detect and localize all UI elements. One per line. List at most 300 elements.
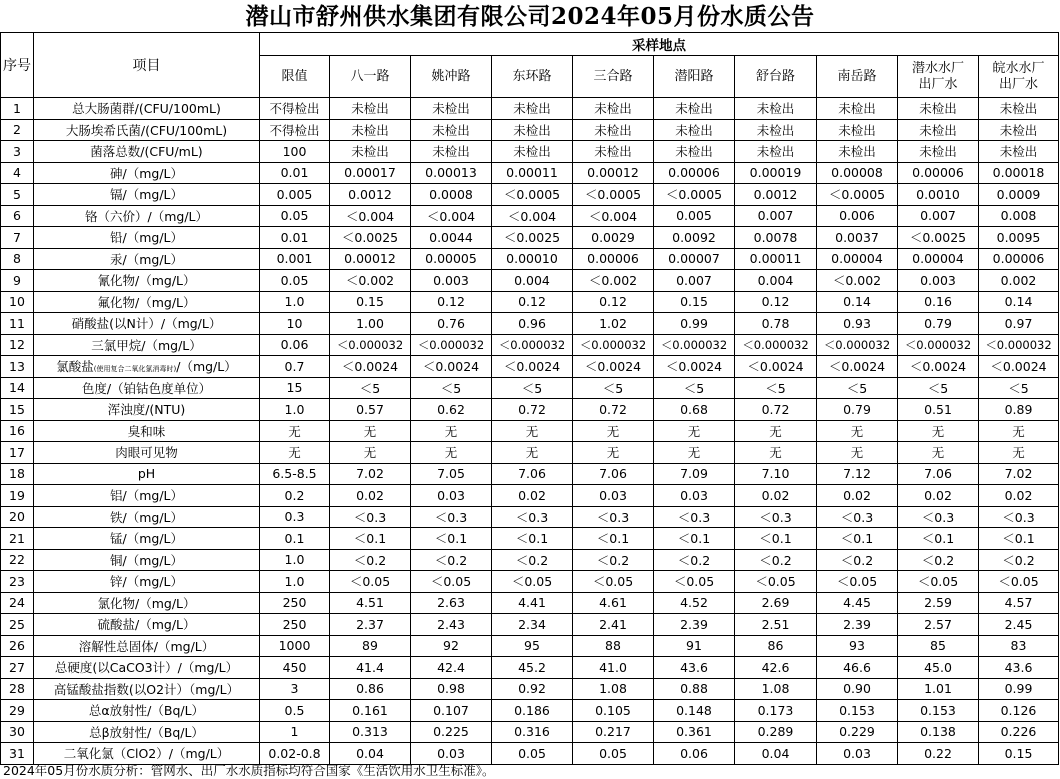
- site-header: 潜阳路: [654, 56, 735, 98]
- limit-value: 250: [260, 614, 330, 636]
- table-row: [1, 420, 1059, 442]
- item-name: 铅/（mg/L）: [34, 227, 260, 249]
- table-row: [1, 291, 1059, 313]
- measured-value: 无: [735, 420, 817, 442]
- row-number: 29: [1, 700, 34, 722]
- measured-value: 0.89: [979, 399, 1059, 421]
- measured-value: 0.00012: [573, 162, 654, 184]
- measured-value: 2.39: [817, 614, 898, 636]
- measured-value: 43.6: [654, 657, 735, 679]
- measured-value: 0.153: [898, 700, 979, 722]
- table-row: [1, 399, 1059, 421]
- row-number: 8: [1, 248, 34, 270]
- measured-value: ＜0.3: [979, 506, 1059, 528]
- measured-value: 无: [492, 420, 573, 442]
- measured-value: ＜0.000032: [735, 334, 817, 356]
- measured-value: 7.10: [735, 463, 817, 485]
- measured-value: 0.78: [735, 313, 817, 335]
- measured-value: 未检出: [330, 141, 411, 163]
- measured-value: 0.05: [492, 743, 573, 765]
- measured-value: 4.41: [492, 592, 573, 614]
- measured-value: 0.79: [817, 399, 898, 421]
- table-row: [1, 549, 1059, 571]
- measured-value: 0.93: [817, 313, 898, 335]
- limit-value: 1: [260, 721, 330, 743]
- measured-value: ＜5: [654, 377, 735, 399]
- measured-value: ＜0.3: [492, 506, 573, 528]
- measured-value: ＜0.1: [898, 528, 979, 550]
- row-number: 26: [1, 635, 34, 657]
- measured-value: 0.313: [330, 721, 411, 743]
- table-row: [1, 463, 1059, 485]
- measured-value: 7.06: [898, 463, 979, 485]
- site-header: 南岳路: [817, 56, 898, 98]
- table-row: [1, 119, 1059, 141]
- item-name: 氯化物/（mg/L）: [34, 592, 260, 614]
- measured-value: ＜0.002: [817, 270, 898, 292]
- measured-value: 0.00006: [898, 162, 979, 184]
- plant-water-type: 出厂水: [918, 76, 958, 92]
- table-row: [1, 592, 1059, 614]
- measured-value: 0.229: [817, 721, 898, 743]
- item-header: 项目: [34, 33, 260, 98]
- table-row: [1, 205, 1059, 227]
- measured-value: 未检出: [330, 98, 411, 120]
- measured-value: ＜0.3: [735, 506, 817, 528]
- limit-value: 6.5-8.5: [260, 463, 330, 485]
- measured-value: 0.186: [492, 700, 573, 722]
- measured-value: 未检出: [411, 119, 492, 141]
- row-number: 20: [1, 506, 34, 528]
- measured-value: 未检出: [817, 119, 898, 141]
- measured-value: 未检出: [573, 98, 654, 120]
- measured-value: 0.90: [817, 678, 898, 700]
- measured-value: 0.0010: [898, 184, 979, 206]
- measured-value: ＜0.2: [411, 549, 492, 571]
- measured-value: 0.51: [898, 399, 979, 421]
- measured-value: 无: [898, 420, 979, 442]
- measured-value: 0.03: [411, 485, 492, 507]
- measured-value: ＜0.000032: [898, 334, 979, 356]
- measured-value: 0.88: [654, 678, 735, 700]
- row-number: 4: [1, 162, 34, 184]
- measured-value: ＜0.000032: [979, 334, 1059, 356]
- table-row: [1, 485, 1059, 507]
- measured-value: 0.97: [979, 313, 1059, 335]
- measured-value: 未检出: [411, 98, 492, 120]
- row-number: 15: [1, 399, 34, 421]
- measured-value: 0.138: [898, 721, 979, 743]
- row-number: 10: [1, 291, 34, 313]
- site-header: 三合路: [573, 56, 654, 98]
- row-number: 18: [1, 463, 34, 485]
- measured-value: 7.09: [654, 463, 735, 485]
- item-name: 铬（六价）/（mg/L）: [34, 205, 260, 227]
- measured-value: 无: [654, 442, 735, 464]
- limit-value: 1.0: [260, 549, 330, 571]
- limit-value: 0.1: [260, 528, 330, 550]
- measured-value: ＜0.0025: [330, 227, 411, 249]
- measured-value: 2.69: [735, 592, 817, 614]
- measured-value: 46.6: [817, 657, 898, 679]
- measured-value: ＜0.1: [411, 528, 492, 550]
- measured-value: 41.4: [330, 657, 411, 679]
- measured-value: 0.22: [898, 743, 979, 765]
- measured-value: 4.45: [817, 592, 898, 614]
- measured-value: 0.57: [330, 399, 411, 421]
- limit-value: 0.02-0.8: [260, 743, 330, 765]
- measured-value: ＜0.0005: [654, 184, 735, 206]
- measured-value: 0.02: [898, 485, 979, 507]
- measured-value: ＜5: [573, 377, 654, 399]
- measured-value: 未检出: [817, 141, 898, 163]
- measured-value: ＜5: [817, 377, 898, 399]
- row-number: 24: [1, 592, 34, 614]
- limit-value: 100: [260, 141, 330, 163]
- measured-value: 无: [330, 442, 411, 464]
- measured-value: 未检出: [979, 98, 1059, 120]
- measured-value: ＜0.0005: [817, 184, 898, 206]
- measured-value: ＜0.0024: [735, 356, 817, 378]
- item-name: 菌落总数/(CFU/mL): [34, 141, 260, 163]
- row-number: 17: [1, 442, 34, 464]
- item-name: 氟化物/（mg/L）: [34, 291, 260, 313]
- measured-value: 0.03: [654, 485, 735, 507]
- measured-value: ＜0.000032: [492, 334, 573, 356]
- measured-value: 无: [979, 442, 1059, 464]
- limit-value: 250: [260, 592, 330, 614]
- measured-value: ＜0.2: [898, 549, 979, 571]
- measured-value: 未检出: [654, 141, 735, 163]
- measured-value: 2.63: [411, 592, 492, 614]
- row-number: 13: [1, 356, 34, 378]
- measured-value: 0.217: [573, 721, 654, 743]
- row-number: 6: [1, 205, 34, 227]
- measured-value: 2.51: [735, 614, 817, 636]
- item-name: 总α放射性/（Bq/L）: [34, 700, 260, 722]
- measured-value: ＜0.05: [492, 571, 573, 593]
- measured-value: 0.126: [979, 700, 1059, 722]
- measured-value: 0.00011: [492, 162, 573, 184]
- measured-value: ＜0.3: [330, 506, 411, 528]
- measured-value: ＜0.05: [411, 571, 492, 593]
- plant-name: 皖水水厂: [992, 60, 1045, 76]
- item-name: 氰化物/（mg/L）: [34, 270, 260, 292]
- limit-value: 0.05: [260, 205, 330, 227]
- measured-value: 0.72: [573, 399, 654, 421]
- measured-value: 95: [492, 635, 573, 657]
- measured-value: 2.34: [492, 614, 573, 636]
- analysis-footer: 2024年05月份水质分析：管网水、出厂水水质指标均符合国家《生活饮用水卫生标准》。: [3, 763, 495, 778]
- measured-value: ＜0.2: [979, 549, 1059, 571]
- measured-value: 0.316: [492, 721, 573, 743]
- item-name: 铝/（mg/L）: [34, 485, 260, 507]
- measured-value: 0.02: [979, 485, 1059, 507]
- measured-value: 1.02: [573, 313, 654, 335]
- measured-value: ＜0.0024: [979, 356, 1059, 378]
- measured-value: 0.15: [330, 291, 411, 313]
- measured-value: 91: [654, 635, 735, 657]
- measured-value: 2.39: [654, 614, 735, 636]
- measured-value: 0.03: [573, 485, 654, 507]
- measured-value: ＜0.002: [573, 270, 654, 292]
- table-row: [1, 700, 1059, 722]
- measured-value: 42.4: [411, 657, 492, 679]
- row-number: 14: [1, 377, 34, 399]
- item-name-main: 氯酸盐: [56, 359, 94, 375]
- measured-value: 0.79: [898, 313, 979, 335]
- measured-value: 无: [898, 442, 979, 464]
- measured-value: ＜0.000032: [330, 334, 411, 356]
- water-quality-table: [0, 32, 1059, 765]
- measured-value: 0.0012: [330, 184, 411, 206]
- item-name: 总硬度(以CaCO3计）/（mg/L）: [34, 657, 260, 679]
- measured-value: ＜0.000032: [573, 334, 654, 356]
- row-number: 28: [1, 678, 34, 700]
- table-row: [1, 377, 1059, 399]
- table-row: [1, 184, 1059, 206]
- measured-value: ＜0.0005: [573, 184, 654, 206]
- measured-value: ＜0.1: [817, 528, 898, 550]
- limit-value: 1000: [260, 635, 330, 657]
- measured-value: 7.12: [817, 463, 898, 485]
- table-row: [1, 98, 1059, 120]
- item-name: 镉/（mg/L）: [34, 184, 260, 206]
- site-header: 八一路: [330, 56, 411, 98]
- item-name: 砷/（mg/L）: [34, 162, 260, 184]
- measured-value: 0.72: [492, 399, 573, 421]
- measured-value: 无: [735, 442, 817, 464]
- item-note: (使用复合二氧化氯消毒时): [93, 365, 177, 374]
- item-name: 锌/（mg/L）: [34, 571, 260, 593]
- limit-value: 0.2: [260, 485, 330, 507]
- measured-value: 0.12: [735, 291, 817, 313]
- measured-value: 无: [979, 420, 1059, 442]
- table-row: [1, 571, 1059, 593]
- measured-value: 0.76: [411, 313, 492, 335]
- measured-value: ＜0.05: [654, 571, 735, 593]
- measured-value: 无: [330, 420, 411, 442]
- measured-value: 1.08: [735, 678, 817, 700]
- measured-value: 未检出: [573, 141, 654, 163]
- measured-value: ＜5: [330, 377, 411, 399]
- measured-value: 88: [573, 635, 654, 657]
- measured-value: 0.14: [817, 291, 898, 313]
- measured-value: ＜0.1: [330, 528, 411, 550]
- measured-value: 0.68: [654, 399, 735, 421]
- measured-value: 未检出: [817, 98, 898, 120]
- measured-value: 0.006: [817, 205, 898, 227]
- row-number: 27: [1, 657, 34, 679]
- measured-value: ＜0.2: [654, 549, 735, 571]
- measured-value: 未检出: [492, 119, 573, 141]
- table-row: [1, 506, 1059, 528]
- limit-value: 无: [260, 442, 330, 464]
- measured-value: 0.361: [654, 721, 735, 743]
- measured-value: 45.0: [898, 657, 979, 679]
- row-number: 9: [1, 270, 34, 292]
- measured-value: 4.51: [330, 592, 411, 614]
- measured-value: 未检出: [492, 141, 573, 163]
- measured-value: 0.161: [330, 700, 411, 722]
- table-row: [1, 334, 1059, 356]
- measured-value: ＜0.0025: [492, 227, 573, 249]
- measured-value: 0.0008: [411, 184, 492, 206]
- measured-value: 7.06: [573, 463, 654, 485]
- measured-value: 83: [979, 635, 1059, 657]
- measured-value: 未检出: [898, 98, 979, 120]
- limit-value: 15: [260, 377, 330, 399]
- measured-value: 未检出: [735, 98, 817, 120]
- row-number: 12: [1, 334, 34, 356]
- measured-value: 0.04: [330, 743, 411, 765]
- measured-value: 未检出: [654, 98, 735, 120]
- row-number: 31: [1, 743, 34, 765]
- measured-value: 无: [654, 420, 735, 442]
- measured-value: 0.0029: [573, 227, 654, 249]
- measured-value: 0.00010: [492, 248, 573, 270]
- table-row: [1, 442, 1059, 464]
- measured-value: 未检出: [330, 119, 411, 141]
- limit-value: 0.001: [260, 248, 330, 270]
- measured-value: 4.57: [979, 592, 1059, 614]
- measured-value: 未检出: [898, 119, 979, 141]
- measured-value: 93: [817, 635, 898, 657]
- measured-value: ＜0.000032: [817, 334, 898, 356]
- measured-value: 0.14: [979, 291, 1059, 313]
- measured-value: 未检出: [898, 141, 979, 163]
- item-name: 浑浊度/(NTU): [34, 399, 260, 421]
- measured-value: 0.02: [817, 485, 898, 507]
- table-row: [1, 678, 1059, 700]
- plant-water-type: 出厂水: [998, 76, 1038, 92]
- measured-value: ＜0.3: [573, 506, 654, 528]
- row-number: 7: [1, 227, 34, 249]
- row-number: 25: [1, 614, 34, 636]
- measured-value: 0.03: [411, 743, 492, 765]
- measured-value: 0.00006: [573, 248, 654, 270]
- plant-header: [898, 56, 979, 98]
- item-name: 高锰酸盐指数(以O2计）（mg/L）: [34, 678, 260, 700]
- measured-value: 无: [411, 420, 492, 442]
- measured-value: 86: [735, 635, 817, 657]
- limit-value: 0.01: [260, 227, 330, 249]
- limit-value: 0.01: [260, 162, 330, 184]
- measured-value: ＜0.3: [817, 506, 898, 528]
- measured-value: ＜0.004: [573, 205, 654, 227]
- measured-value: 0.15: [654, 291, 735, 313]
- measured-value: 0.99: [979, 678, 1059, 700]
- row-number: 22: [1, 549, 34, 571]
- measured-value: ＜0.05: [573, 571, 654, 593]
- measured-value: 0.002: [979, 270, 1059, 292]
- row-number: 2: [1, 119, 34, 141]
- measured-value: 0.00012: [330, 248, 411, 270]
- measured-value: 2.43: [411, 614, 492, 636]
- measured-value: ＜5: [492, 377, 573, 399]
- measured-value: ＜0.0024: [492, 356, 573, 378]
- measured-value: ＜0.1: [492, 528, 573, 550]
- measured-value: ＜5: [411, 377, 492, 399]
- measured-value: 0.00006: [979, 248, 1059, 270]
- measured-value: ＜0.1: [735, 528, 817, 550]
- measured-value: ＜0.004: [330, 205, 411, 227]
- measured-value: ＜0.0005: [492, 184, 573, 206]
- limit-value: 450: [260, 657, 330, 679]
- measured-value: 无: [817, 420, 898, 442]
- measured-value: ＜0.3: [411, 506, 492, 528]
- item-name: 硝酸盐(以N计）/（mg/L）: [34, 313, 260, 335]
- measured-value: 0.0009: [979, 184, 1059, 206]
- measured-value: 0.004: [735, 270, 817, 292]
- table-row: [1, 313, 1059, 335]
- measured-value: 42.6: [735, 657, 817, 679]
- measured-value: 7.06: [492, 463, 573, 485]
- measured-value: 0.004: [492, 270, 573, 292]
- limit-value: 0.7: [260, 356, 330, 378]
- site-header: 舒台路: [735, 56, 817, 98]
- measured-value: 2.45: [979, 614, 1059, 636]
- measured-value: 4.61: [573, 592, 654, 614]
- measured-value: 未检出: [573, 119, 654, 141]
- measured-value: ＜0.000032: [654, 334, 735, 356]
- limit-value: 0.005: [260, 184, 330, 206]
- measured-value: 7.05: [411, 463, 492, 485]
- row-number: 21: [1, 528, 34, 550]
- limit-value: 0.5: [260, 700, 330, 722]
- measured-value: 0.153: [817, 700, 898, 722]
- limit-value: 0.05: [260, 270, 330, 292]
- measured-value: 0.00019: [735, 162, 817, 184]
- table-row: [1, 721, 1059, 743]
- measured-value: ＜0.000032: [411, 334, 492, 356]
- measured-value: 41.0: [573, 657, 654, 679]
- item-name: 硫酸盐/（mg/L）: [34, 614, 260, 636]
- measured-value: 0.12: [492, 291, 573, 313]
- measured-value: 0.03: [817, 743, 898, 765]
- measured-value: 0.00004: [898, 248, 979, 270]
- item-name: 大肠埃希氏菌/(CFU/100mL): [34, 119, 260, 141]
- measured-value: 0.173: [735, 700, 817, 722]
- measured-value: 未检出: [979, 141, 1059, 163]
- measured-value: 未检出: [735, 141, 817, 163]
- measured-value: 0.007: [654, 270, 735, 292]
- measured-value: 2.37: [330, 614, 411, 636]
- measured-value: 0.0092: [654, 227, 735, 249]
- table-row: [1, 356, 1059, 378]
- item-unit: /（mg/L）: [176, 359, 237, 375]
- measured-value: 0.00004: [817, 248, 898, 270]
- limit-value: 10: [260, 313, 330, 335]
- measured-value: ＜0.2: [492, 549, 573, 571]
- measured-value: 0.02: [330, 485, 411, 507]
- measured-value: ＜0.05: [979, 571, 1059, 593]
- measured-value: ＜0.0024: [411, 356, 492, 378]
- measured-value: 0.0044: [411, 227, 492, 249]
- item-name: 色度/（铂钴色度单位）: [34, 377, 260, 399]
- limit-value: 无: [260, 420, 330, 442]
- measured-value: ＜5: [979, 377, 1059, 399]
- seq-header: 序号: [1, 33, 34, 98]
- measured-value: 0.0037: [817, 227, 898, 249]
- item-name: 铜/（mg/L）: [34, 549, 260, 571]
- measured-value: ＜0.3: [654, 506, 735, 528]
- measured-value: 2.59: [898, 592, 979, 614]
- measured-value: 0.16: [898, 291, 979, 313]
- limit-value: 1.0: [260, 571, 330, 593]
- measured-value: 0.02: [735, 485, 817, 507]
- measured-value: 0.00005: [411, 248, 492, 270]
